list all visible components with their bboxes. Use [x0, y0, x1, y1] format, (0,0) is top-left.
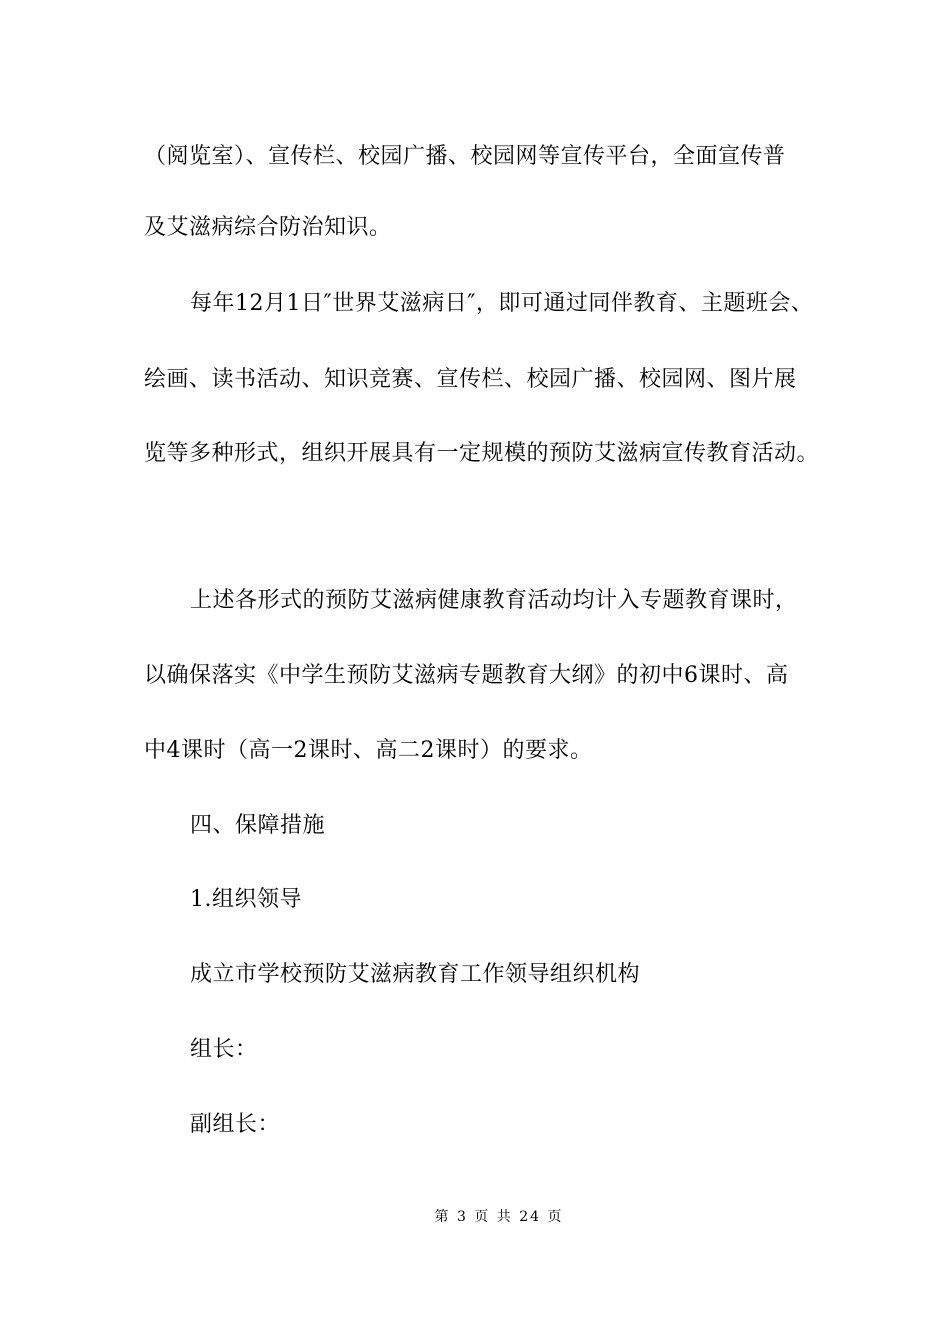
subsection-heading: 1.组织领导 — [190, 887, 302, 912]
paragraph-line: 览等多种形式，组织开展具有一定规模的预防艾滋病宣传教育活动。 — [144, 441, 820, 466]
paragraph-line: 组长： — [190, 1037, 258, 1062]
paragraph-line: 副组长： — [190, 1112, 281, 1137]
section-heading: 四、保障措施 — [190, 813, 326, 838]
paragraph-line: 成立市学校预防艾滋病教育工作领导组织机构 — [190, 962, 641, 987]
paragraph-line: 以确保落实《中学生预防艾滋病专题教育大纲》的初中6课时、高 — [144, 663, 789, 688]
paragraph-line: 中4课时（高一2课时、高二2课时）的要求。 — [144, 738, 593, 763]
paragraph-line: （阅览室）、宣传栏、校园广播、校园网等宣传平台，全面宣传普 — [144, 144, 786, 169]
paragraph-line: 及艾滋病综合防治知识。 — [144, 215, 392, 240]
paragraph-line: 绘画、读书活动、知识竞赛、宣传栏、校园广播、校园网、图片展 — [144, 367, 797, 392]
page-number-footer: 第 3 页 共 24 页 — [434, 1209, 564, 1225]
paragraph-line: 每年12月1日″世界艾滋病日″，即可通过同伴教育、主题班会、 — [190, 291, 814, 316]
paragraph-line: 上述各形式的预防艾滋病健康教育活动均计入专题教育课时， — [190, 588, 798, 613]
